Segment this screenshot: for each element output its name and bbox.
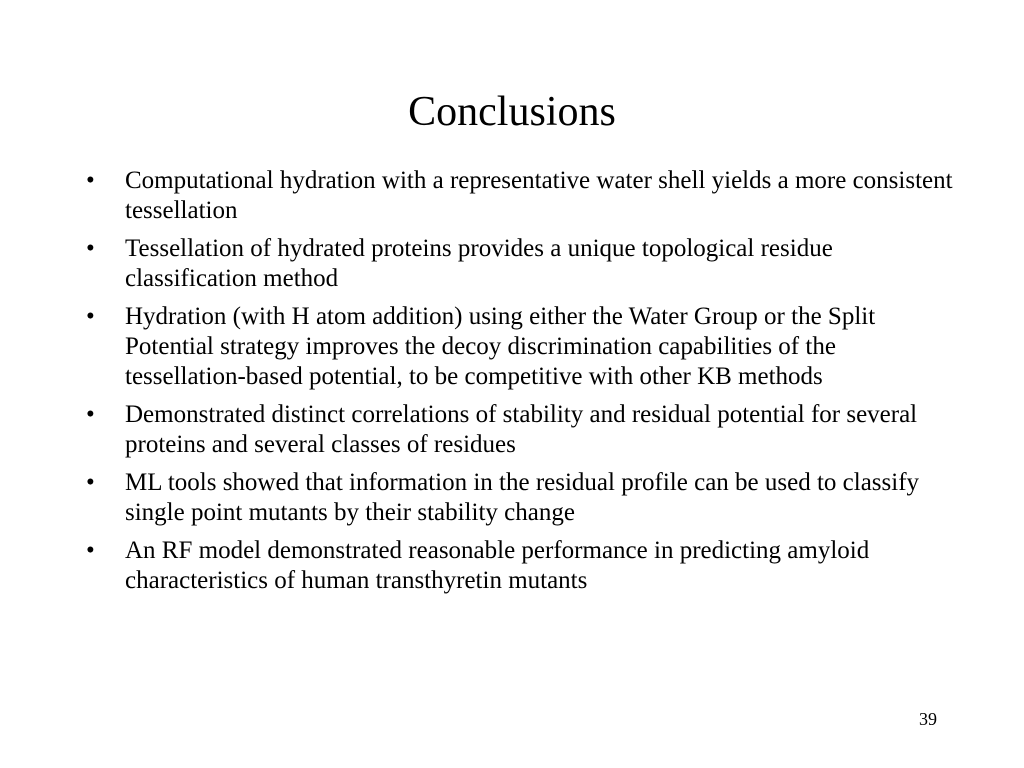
bullet-text: ML tools showed that information in the residual profile can be used to classify single point mutants by their stability change	[125, 469, 920, 526]
bullet-item	[86, 166, 956, 226]
page-number: 39	[919, 709, 937, 729]
bullet-icon: •	[86, 469, 95, 496]
bullet-item	[86, 234, 956, 294]
bullet-text: An RF model demonstrated reasonable performance in predicting amyloid characteristics of human transthyretin mutants	[125, 537, 870, 594]
bullet-text: Tessellation of hydrated proteins provides a unique topological residue classification method	[125, 235, 833, 292]
bullet-text: Hydration (with H atom addition) using either the Water Group or the Split Potential strategy improves the decoy discrimination capabilities of the tessellation-based potential, to be competitive with other KB methods	[125, 303, 876, 390]
bullet-icon: •	[86, 537, 95, 564]
bullet-item	[86, 536, 956, 596]
bullet-text: Demonstrated distinct correlations of stability and residual potential for several proteins and several classes of residues	[125, 401, 918, 458]
bullet-icon: •	[86, 235, 95, 262]
bullet-text: Computational hydration with a representative water shell yields a more consistent tessellation	[125, 167, 953, 224]
bullet-item	[86, 468, 956, 528]
bullet-icon: •	[86, 401, 95, 428]
bullet-list	[86, 166, 956, 604]
bullet-item	[86, 302, 956, 392]
bullet-icon: •	[86, 303, 95, 330]
slide-title: Conclusions	[408, 89, 616, 135]
bullet-icon: •	[86, 167, 95, 194]
bullet-item	[86, 400, 956, 460]
